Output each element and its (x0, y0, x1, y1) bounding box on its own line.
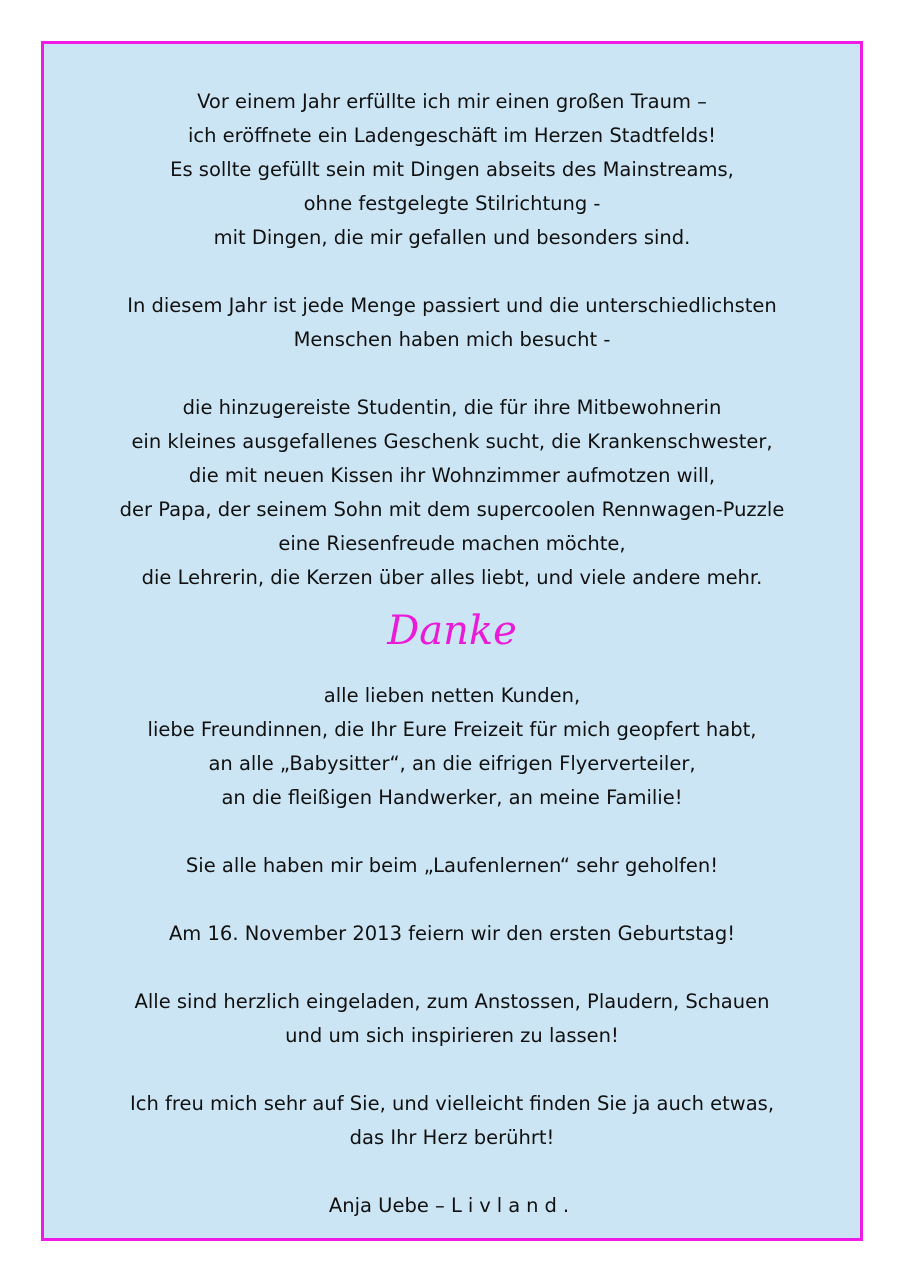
text-line: Am 16. November 2013 feiern wir den ersten Geburtstag! (168, 922, 736, 945)
text-line: die hinzugereiste Studentin, die für ihre Mitbewohnerin (182, 396, 722, 419)
paragraph-birthday (44, 917, 860, 951)
letter-content (44, 85, 860, 1223)
text-line: der Papa, der seinem Sohn mit dem supercoolen Rennwagen-Puzzle (119, 498, 785, 521)
paragraph-thanks (44, 679, 860, 815)
signature-name: Anja Uebe – (328, 1194, 451, 1217)
text-line: eine Riesenfreude machen möchte, (278, 532, 626, 555)
letter-card (41, 41, 863, 1241)
text-line: an alle „Babysitter“, an die eifrigen Flyerverteiler, (208, 752, 696, 775)
paragraph-help (44, 849, 860, 883)
text-line: liebe Freundinnen, die Ihr Eure Freizeit für mich geopfert habt, (147, 718, 757, 741)
text-line: In diesem Jahr ist jede Menge passiert und die unterschiedlichsten (127, 294, 777, 317)
text-line: Es sollte gefüllt sein mit Dingen abseits des Mainstreams, (170, 158, 734, 181)
text-line: ohne festgelegte Stilrichtung - (303, 192, 601, 215)
paragraph-invitation (44, 985, 860, 1053)
signature-line (44, 1189, 860, 1223)
signature (44, 1189, 860, 1223)
text-line: Ich freu mich sehr auf Sie, und vielleicht finden Sie ja auch etwas, (129, 1092, 775, 1115)
text-line: und um sich inspirieren zu lassen! (285, 1024, 619, 1047)
text-line: das Ihr Herz berührt! (349, 1126, 555, 1149)
paragraph-closing (44, 1087, 860, 1155)
text-line: die mit neuen Kissen ihr Wohnzimmer aufmotzen will, (188, 464, 716, 487)
paragraph-visitors (44, 391, 860, 595)
text-line: an die fleißigen Handwerker, an meine Familie! (221, 786, 683, 809)
text-line: mit Dingen, die mir gefallen und besonders sind. (213, 226, 691, 249)
text-line: Sie alle haben mir beim „Laufenlernen“ sehr geholfen! (185, 854, 719, 877)
text-line: Menschen haben mich besucht - (293, 328, 611, 351)
text-line: Alle sind herzlich eingeladen, zum Anstossen, Plaudern, Schauen (134, 990, 770, 1013)
text-line: Vor einem Jahr erfüllte ich mir einen großen Traum – (197, 90, 707, 113)
text-line: ich eröffnete ein Ladengeschäft im Herzen Stadtfelds! (187, 124, 716, 147)
signature-brand: Livland. (450, 1194, 576, 1217)
text-line: alle lieben netten Kunden, (323, 684, 581, 707)
danke-heading: Danke (387, 608, 517, 654)
paragraph-intro (44, 85, 860, 255)
text-line: ein kleines ausgefallenes Geschenk sucht, die Krankenschwester, (131, 430, 773, 453)
text-line: die Lehrerin, die Kerzen über alles liebt, und viele andere mehr. (141, 566, 763, 589)
paragraph-year (44, 289, 860, 357)
